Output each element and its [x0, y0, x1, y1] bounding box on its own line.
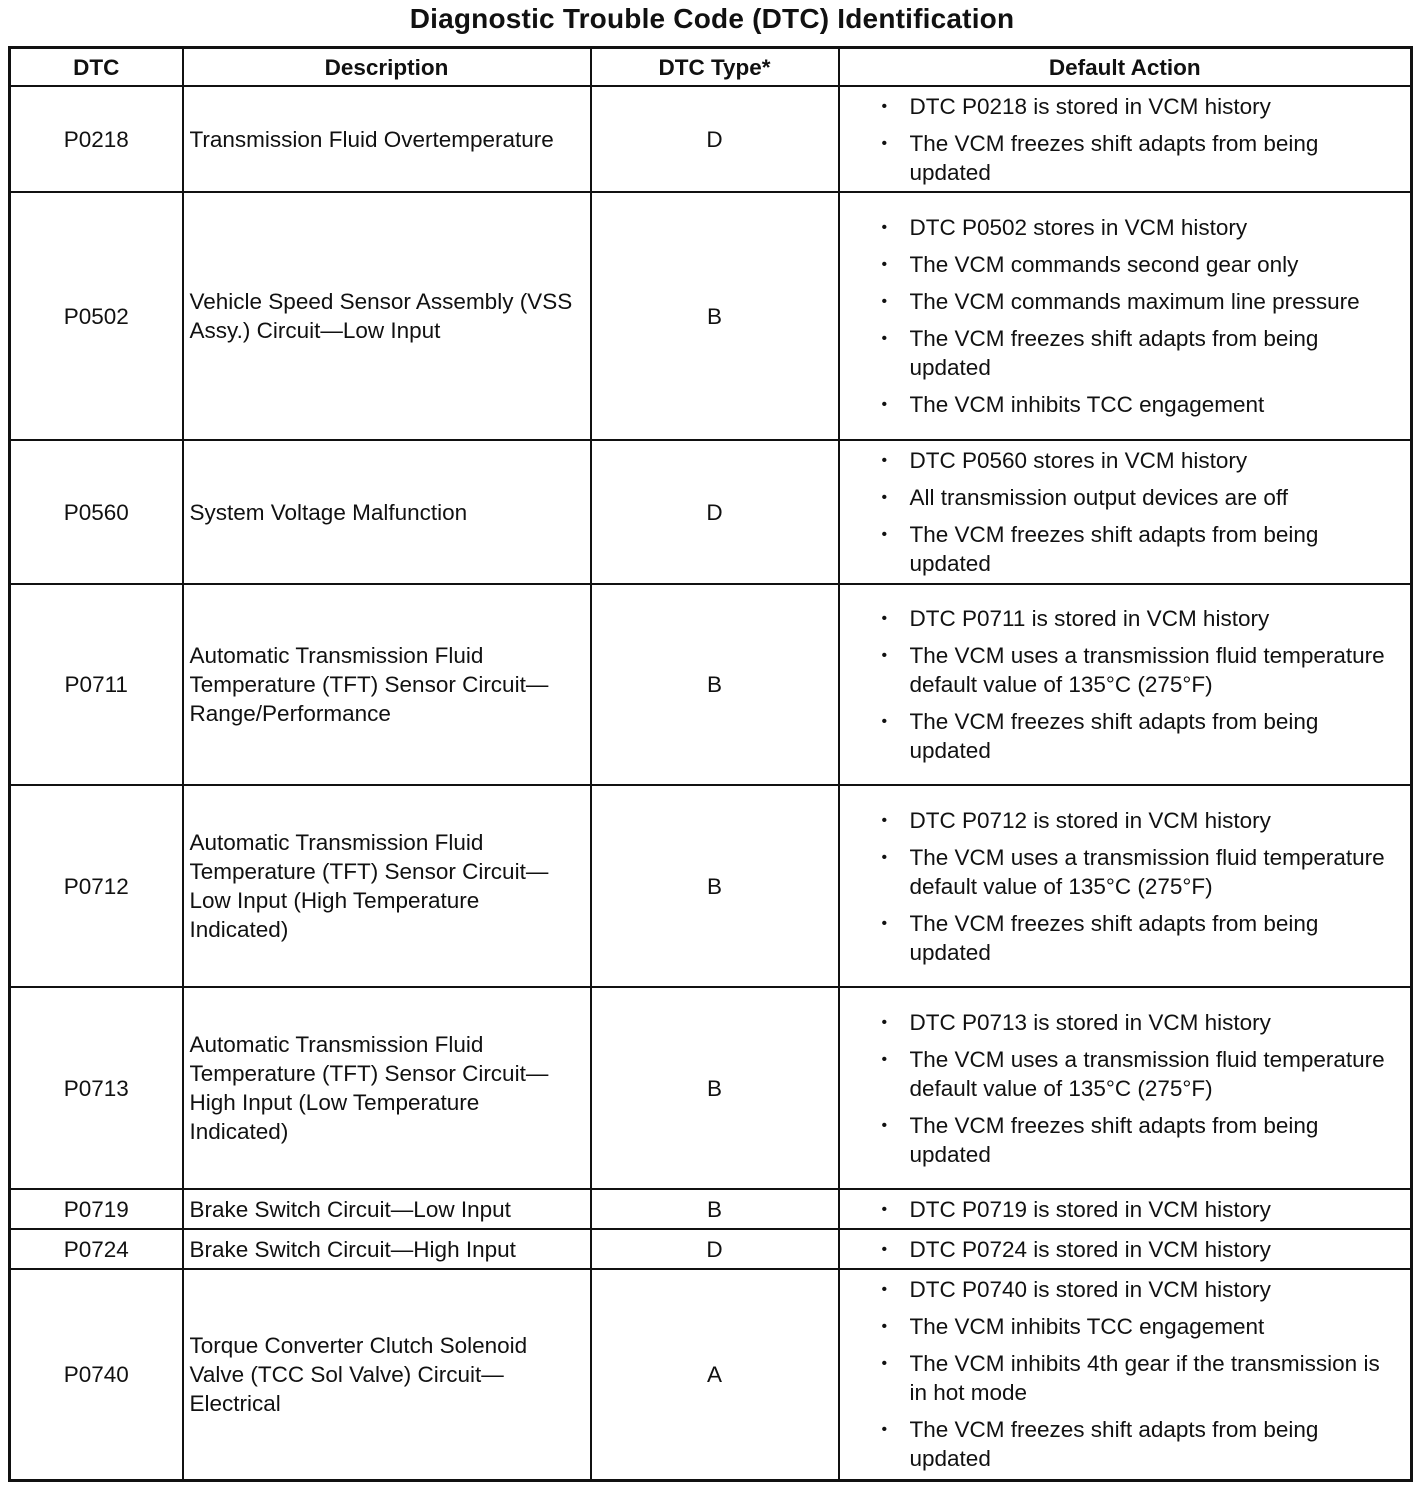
bullet-icon: • [881, 293, 888, 310]
action-text: The VCM freezes shift adapts from being updated [909, 910, 1319, 965]
bullet-icon: • [881, 914, 888, 932]
action-text: The VCM inhibits TCC engagement [909, 392, 1265, 417]
bullet-icon: • [881, 526, 888, 543]
action-text: DTC P0713 is stored in VCM history [909, 1009, 1271, 1035]
dtc-description: Vehicle Speed Sensor Assembly (VSS Assy.) Circuit—Low Input [183, 192, 591, 440]
action-text: DTC P0502 stores in VCM history [909, 215, 1248, 240]
dtc-type: B [591, 192, 839, 440]
action-text: The VCM commands second gear only [909, 252, 1299, 277]
bullet-icon: • [881, 811, 888, 829]
bullet-icon: • [881, 219, 888, 236]
dtc-description: Torque Converter Clutch Solenoid Valve (TCC Sol Valve) Circuit—Electrical [183, 1269, 591, 1480]
bullet-icon: • [881, 1200, 888, 1218]
dtc-code: P0740 [10, 1269, 183, 1480]
header-description: Description [183, 48, 591, 87]
table-row [10, 785, 1412, 987]
action-text: The VCM uses a transmission fluid temperature default value of 135°C (275°F) [909, 844, 1385, 899]
table-row [10, 584, 1412, 785]
dtc-type: D [591, 440, 839, 584]
bullet-icon: • [881, 452, 888, 469]
dtc-type: A [591, 1269, 839, 1480]
action-text: The VCM freezes shift adapts from being updated [909, 326, 1319, 380]
default-action [839, 584, 1412, 785]
action-item [840, 1349, 1403, 1407]
bullet-icon: • [881, 1240, 888, 1258]
action-item [840, 604, 1403, 633]
dtc-code: P0560 [10, 440, 183, 584]
table-row [10, 1229, 1412, 1269]
table-row [10, 1269, 1412, 1480]
action-item [840, 250, 1403, 279]
dtc-description: Automatic Transmission Fluid Temperature (TFT) Sensor Circuit—Range/Performance [183, 584, 591, 785]
action-item [840, 843, 1403, 901]
bullet-icon: • [881, 1050, 888, 1068]
default-action [839, 440, 1412, 584]
header-default-action: Default Action [839, 48, 1412, 87]
bullet-icon: • [881, 134, 888, 152]
action-text: The VCM freezes shift adapts from being updated [909, 709, 1319, 763]
action-text: DTC P0740 is stored in VCM history [909, 1277, 1271, 1303]
action-list [840, 806, 1403, 967]
dtc-code: P0719 [10, 1189, 183, 1229]
default-action [839, 1229, 1412, 1269]
action-item [840, 707, 1403, 765]
dtc-type: B [591, 785, 839, 987]
action-text: The VCM uses a transmission fluid temperature default value of 135°C (275°F) [909, 1046, 1385, 1101]
action-item [840, 1235, 1403, 1264]
dtc-type: D [591, 1229, 839, 1269]
dtc-code: P0713 [10, 987, 183, 1189]
dtc-table [8, 46, 1413, 1482]
action-item [840, 1045, 1403, 1103]
bullet-icon: • [881, 1116, 888, 1134]
dtc-type: B [591, 584, 839, 785]
action-item [840, 1008, 1403, 1037]
dtc-description: Brake Switch Circuit—Low Input [183, 1189, 591, 1229]
dtc-description: Automatic Transmission Fluid Temperature (TFT) Sensor Circuit—Low Input (High Temperature Indicated) [183, 785, 591, 987]
bullet-icon: • [881, 256, 888, 273]
action-item [840, 92, 1403, 121]
action-text: All transmission output devices are off [909, 485, 1289, 510]
action-item [840, 520, 1403, 578]
dtc-description: Automatic Transmission Fluid Temperature (TFT) Sensor Circuit—High Input (Low Temperature Indicated) [183, 987, 591, 1189]
action-list [840, 213, 1403, 419]
action-text: DTC P0711 is stored in VCM history [909, 606, 1270, 631]
action-item [840, 1275, 1403, 1304]
action-item [840, 324, 1403, 382]
action-item [840, 129, 1403, 187]
header-dtc-type: DTC Type* [591, 48, 839, 87]
action-list [840, 446, 1403, 578]
bullet-icon: • [881, 610, 888, 627]
dtc-type: D [591, 86, 839, 192]
dtc-type: B [591, 1189, 839, 1229]
default-action [839, 1189, 1412, 1229]
action-text: The VCM freezes shift adapts from being updated [909, 1417, 1319, 1472]
bullet-icon: • [881, 97, 888, 115]
action-item [840, 213, 1403, 242]
action-item [840, 390, 1403, 419]
action-text: DTC P0218 is stored in VCM history [909, 93, 1271, 119]
action-text: The VCM freezes shift adapts from being updated [909, 1112, 1319, 1167]
default-action [839, 1269, 1412, 1480]
table-row [10, 440, 1412, 584]
default-action [839, 192, 1412, 440]
action-text: The VCM commands maximum line pressure [909, 289, 1360, 314]
bullet-icon: • [881, 713, 888, 730]
action-text: The VCM freezes shift adapts from being updated [909, 130, 1319, 185]
action-text: DTC P0560 stores in VCM history [909, 448, 1248, 473]
action-list [840, 1195, 1403, 1224]
page-title: Diagnostic Trouble Code (DTC) Identification [409, 3, 1015, 34]
action-text: DTC P0712 is stored in VCM history [909, 807, 1271, 833]
action-list [840, 1275, 1403, 1473]
bullet-icon: • [881, 1318, 888, 1336]
bullet-icon: • [881, 848, 888, 866]
action-item [840, 446, 1403, 475]
action-text: The VCM inhibits TCC engagement [909, 1314, 1265, 1340]
bullet-icon: • [881, 1013, 888, 1031]
dtc-code: P0712 [10, 785, 183, 987]
table-row [10, 1189, 1412, 1229]
table-row [10, 192, 1412, 440]
action-item [840, 641, 1403, 699]
bullet-icon: • [881, 1421, 888, 1439]
action-list [840, 604, 1403, 765]
header-dtc: DTC [10, 48, 183, 87]
table-body [10, 86, 1412, 1480]
bullet-icon: • [881, 396, 888, 413]
dtc-description: Transmission Fluid Overtemperature [183, 86, 591, 192]
action-item [840, 1312, 1403, 1341]
dtc-type: B [591, 987, 839, 1189]
action-list [840, 1235, 1403, 1264]
action-item [840, 909, 1403, 967]
action-list [840, 92, 1403, 187]
bullet-icon: • [881, 330, 888, 347]
default-action [839, 987, 1412, 1189]
action-item [840, 1195, 1403, 1224]
dtc-code: P0724 [10, 1229, 183, 1269]
default-action [839, 785, 1412, 987]
action-text: The VCM freezes shift adapts from being updated [909, 522, 1319, 576]
bullet-icon: • [881, 489, 888, 506]
table-row [10, 987, 1412, 1189]
action-item [840, 1111, 1403, 1169]
dtc-description: System Voltage Malfunction [183, 440, 591, 584]
table-row [10, 86, 1412, 192]
action-list [840, 1008, 1403, 1169]
action-text: DTC P0724 is stored in VCM history [909, 1236, 1271, 1262]
default-action [839, 86, 1412, 192]
action-item [840, 806, 1403, 835]
bullet-icon: • [881, 1355, 888, 1373]
action-text: DTC P0719 is stored in VCM history [909, 1196, 1271, 1222]
dtc-code: P0218 [10, 86, 183, 192]
table-header-row [10, 48, 1412, 87]
dtc-code: P0502 [10, 192, 183, 440]
bullet-icon: • [881, 1281, 888, 1299]
action-item [840, 483, 1403, 512]
action-text: The VCM uses a transmission fluid temperature default value of 135°C (275°F) [909, 643, 1385, 697]
action-item [840, 1415, 1403, 1473]
bullet-icon: • [881, 647, 888, 664]
dtc-description: Brake Switch Circuit—High Input [183, 1229, 591, 1269]
action-item [840, 287, 1403, 316]
action-text: The VCM inhibits 4th gear if the transmission is in hot mode [909, 1351, 1380, 1406]
dtc-code: P0711 [10, 584, 183, 785]
